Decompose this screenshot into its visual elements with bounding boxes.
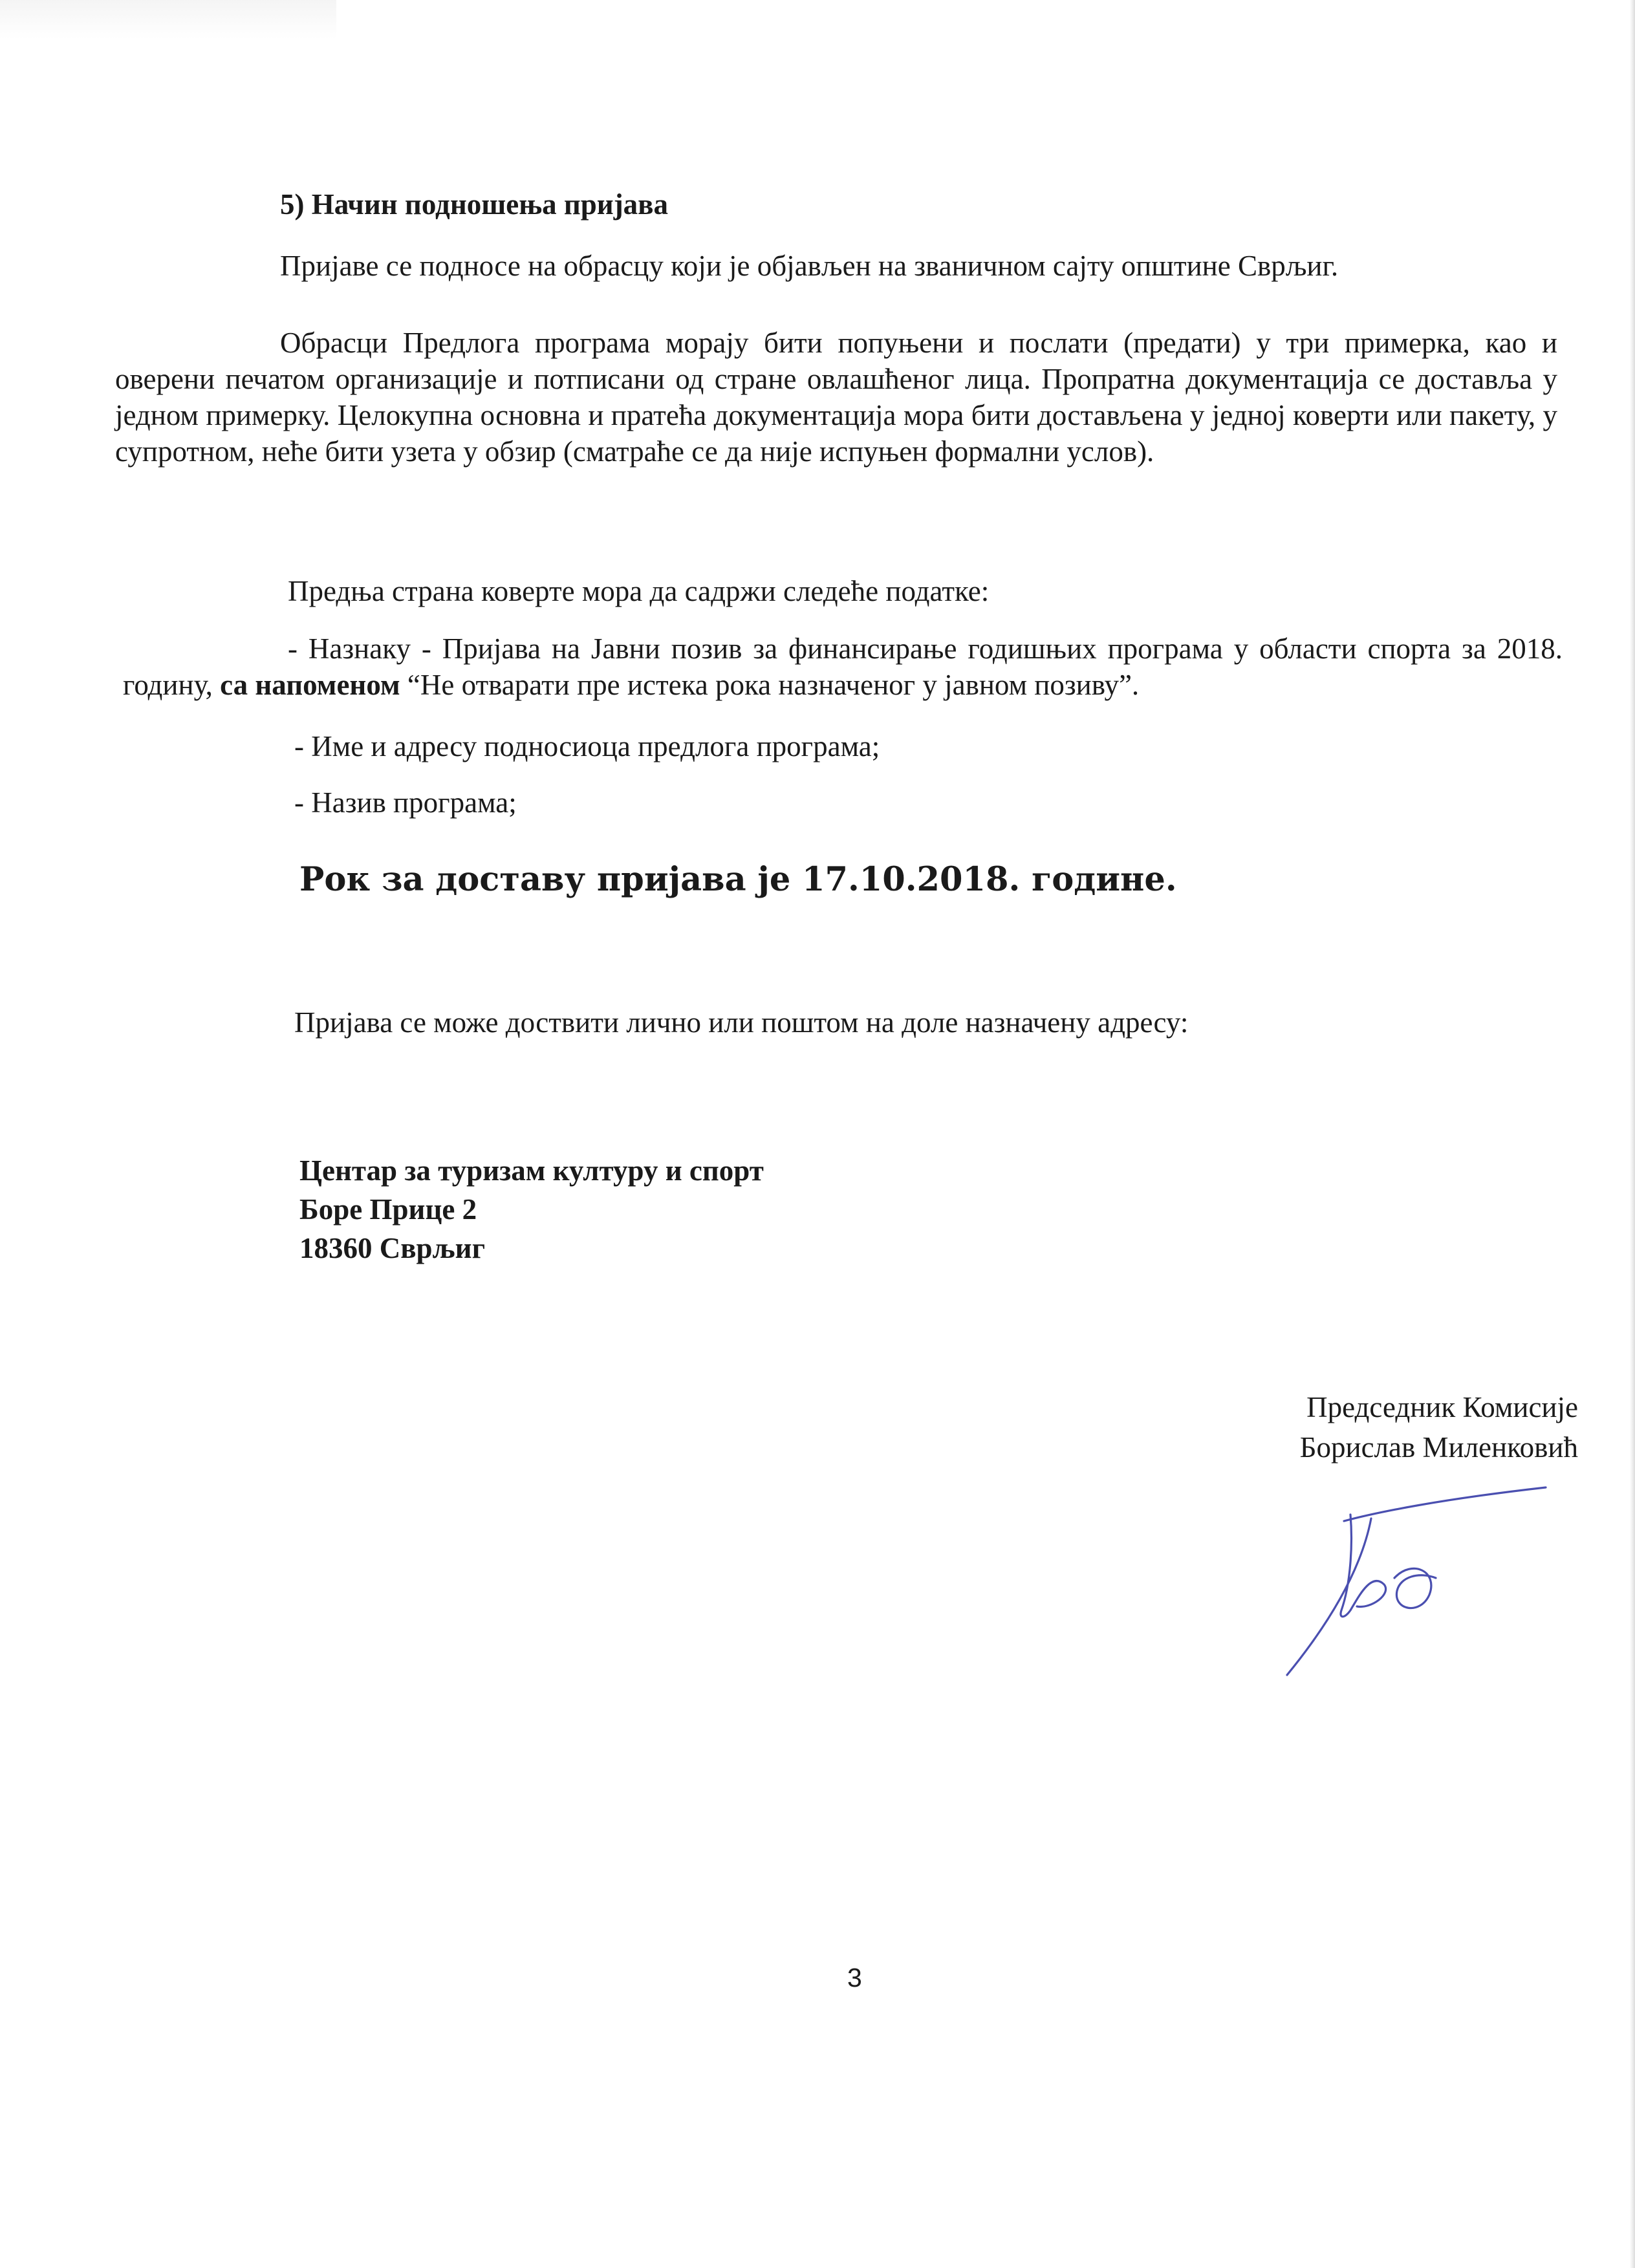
paragraph-submission-requirements: Обрасци Предлога програма морају бити попуњени и послати (предати) у три примерка, као и оверени печатом организације и потписани од стране овлашћеног лица. Пропратна документација се доставља у једном примерку. Целокупна основна и пратећа документација мора бити достављена у једној коверти или пакету, у супротном, неће бити узета у обзир (сматраће се да није испуњен формални услов). [115, 327, 1557, 468]
submission-note: Пријава се може доствити лично или поштом на доле назначену адресу: [294, 1006, 1189, 1039]
address-block [299, 1151, 764, 1268]
address-city: 18360 Сврљиг [299, 1232, 486, 1264]
envelope-item-applicant: - Име и адресу подносиоца предлога програма; [294, 730, 880, 762]
paragraph-envelope-intro: Предња страна коверте мора да садржи следеће податке: [288, 575, 990, 607]
scan-edge [1630, 0, 1635, 2268]
signatory-title: Председник Комисије [1306, 1391, 1578, 1423]
section-heading: 5) Начин подношења пријава [280, 188, 668, 221]
envelope-item-note-label: са напоменом [220, 669, 400, 701]
scan-shadow [0, 0, 336, 39]
address-street: Боре Прице 2 [299, 1193, 477, 1226]
envelope-item-program-name: - Назив програма; [294, 786, 517, 819]
signatory-block [1216, 1387, 1578, 1467]
deadline-statement: Рок за доставу пријава је 17.10.2018. године. [299, 860, 1177, 899]
envelope-item-designation-text: - Назнаку - Пријава на Јавни позив за финансирање годишњих програма у области спорта за 2018. годину, [123, 632, 1563, 701]
signatory-name: Борислав Миленковић [1299, 1431, 1578, 1463]
handwritten-signature [1274, 1481, 1559, 1701]
envelope-item-note-text: “Не отварати пре истека рока назначеног у јавном позиву”. [400, 669, 1140, 701]
address-organization: Центар за туризам културу и спорт [299, 1154, 764, 1187]
paragraph-form-location: Пријаве се подносе на обрасцу који је објављен на званичном сајту општине Сврљиг. [280, 250, 1339, 282]
envelope-item-designation [123, 631, 1563, 703]
page-number: 3 [847, 1963, 862, 1993]
